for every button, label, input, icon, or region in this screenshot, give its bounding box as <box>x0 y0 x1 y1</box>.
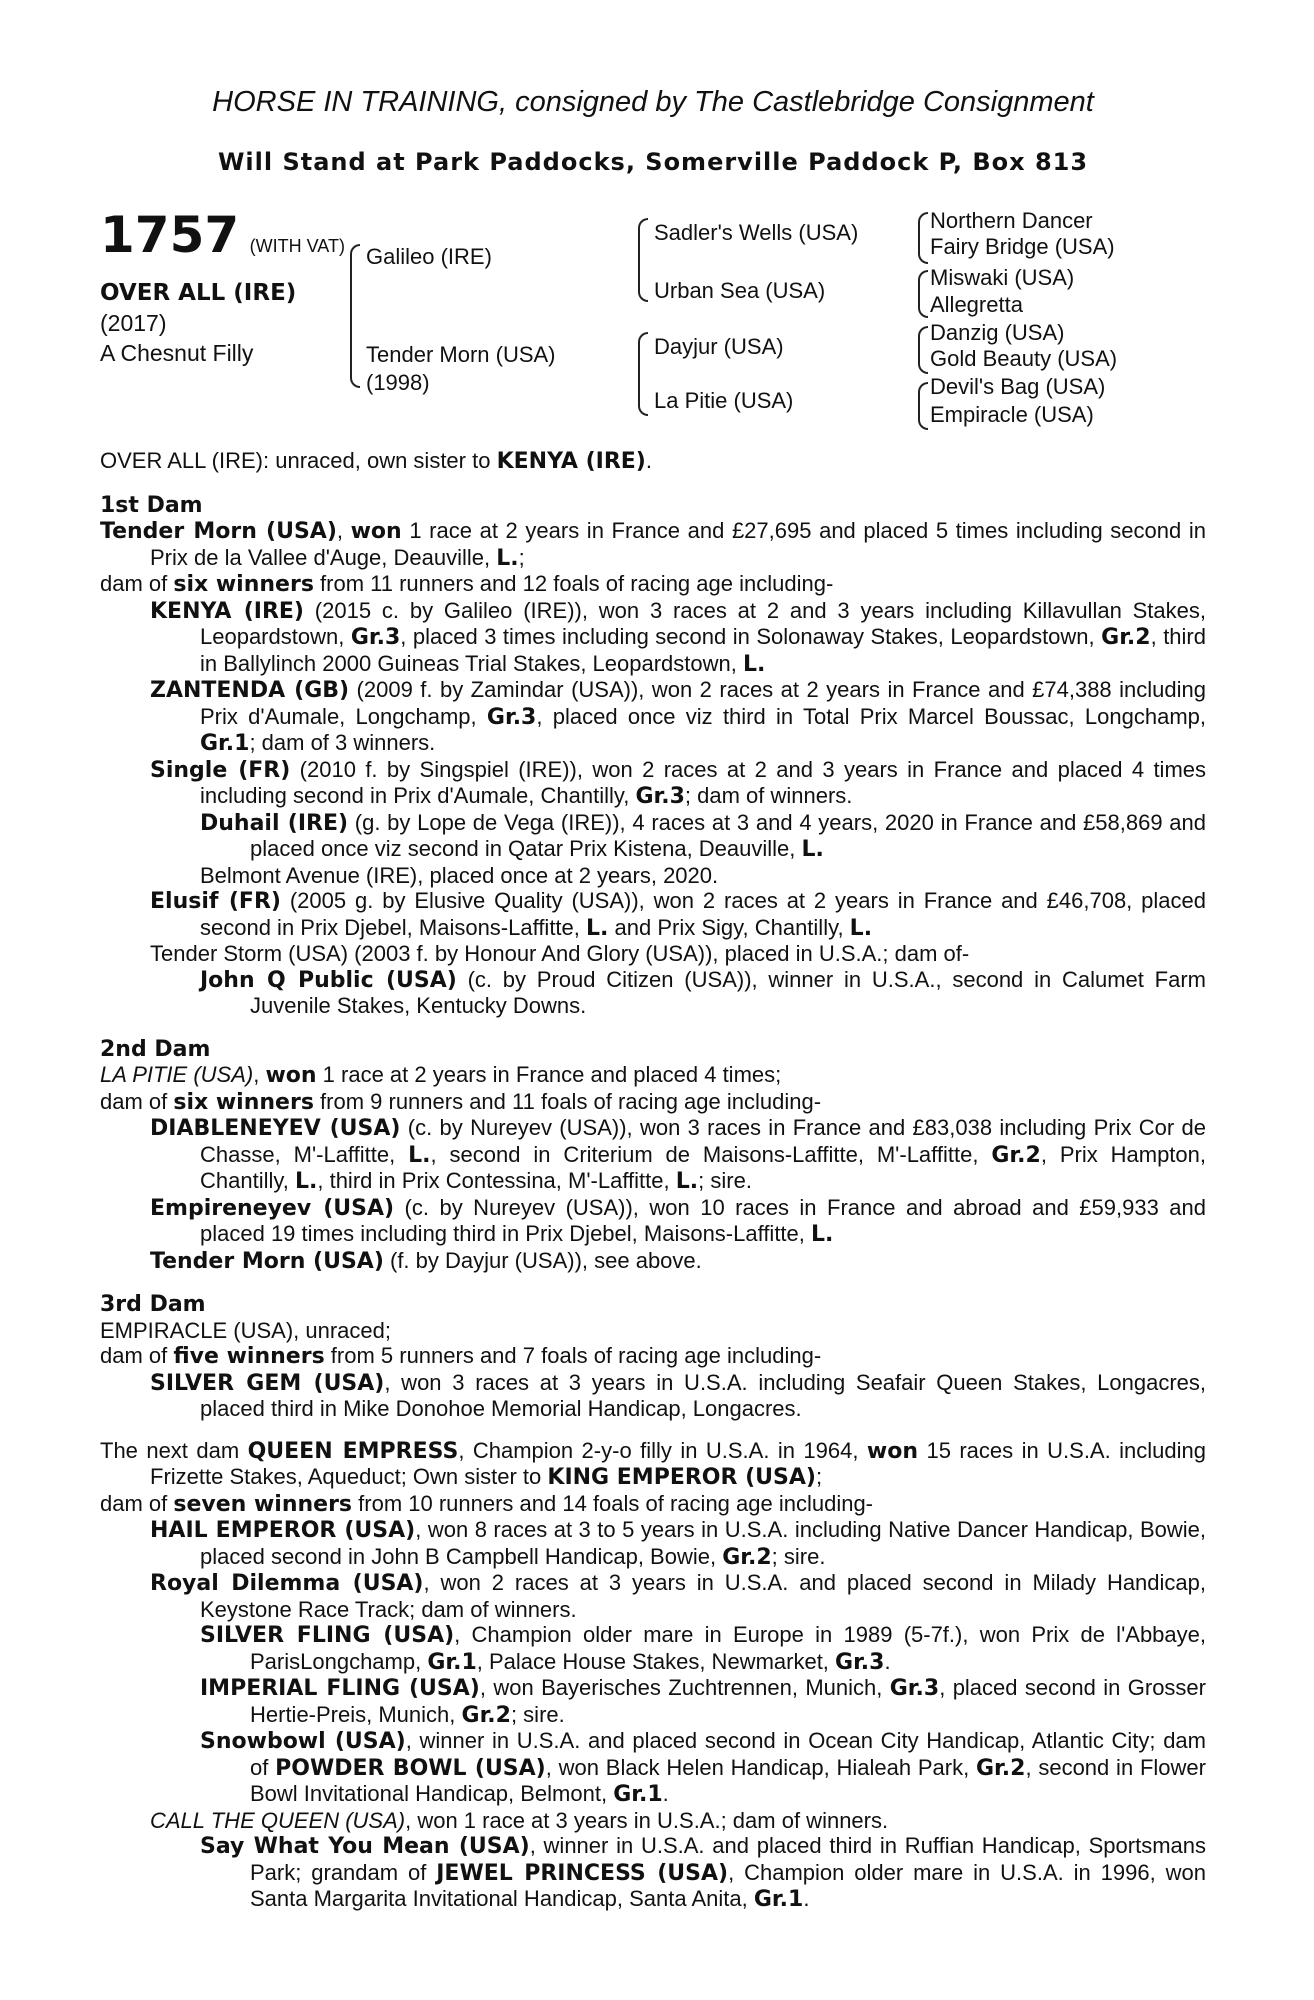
horse-year: (2017) <box>100 310 167 336</box>
first-dam-produce-summary: dam of six winners from 11 runners and 12 foals of racing age including- <box>100 571 834 597</box>
first-dam-record: Tender Morn (USA), won 1 race at 2 years in France and £27,695 and placed 5 times including second in Prix de la Vallee d'Auge, Deauville, L.; <box>100 518 1206 571</box>
list-item: Duhail (IRE) (g. by Lope de Vega (IRE)), 4 races at 3 and 4 years, 2020 in France and £58,869 and placed once viz second in Qatar Prix Kistena, Deauville, L. <box>200 809 1207 862</box>
brace-gen1 <box>350 244 360 388</box>
stand-location: Will Stand at Park Paddocks, Somerville Paddock P, Box 813 <box>217 148 1089 176</box>
brace-dam-parents <box>638 332 648 416</box>
pedigree-gen3-3: Miswaki (USA) <box>930 265 1075 290</box>
list-item: Elusif (FR) (2005 g. by Elusive Quality (USA)), won 2 races at 2 years in France and £46,708, placed second in Prix Djebel, Maisons-Laffitte, L. and Prix Sigy, Chantilly, L. <box>150 888 1206 941</box>
second-dam-produce-summary: dam of six winners from 9 runners and 11 foals of racing age including- <box>100 1088 822 1115</box>
pedigree-gen3-4: Allegretta <box>930 292 1023 317</box>
brace-gen3-4 <box>918 382 928 430</box>
pedigree-gen3-8: Empiracle (USA) <box>930 402 1094 427</box>
horse-name: OVER ALL (IRE) <box>100 280 297 306</box>
list-item: KENYA (IRE) (2015 c. by Galileo (IRE)), won 3 races at 2 and 3 years including Killavullan Stakes, Leopardstown, Gr.3, placed 3 times including second in Solonaway Stakes, Leopardstown, Gr.2, third in Ballylinch 2000 Guineas Trial Stakes, Leopardstown, L. <box>150 597 1206 677</box>
pedigree-gen3-6: Gold Beauty (USA) <box>930 346 1118 371</box>
list-item: DIABLENEYEV (USA) (c. by Nureyev (USA)), won 3 races in France and £83,038 including Prix Cor de Chasse, M'-Laffitte, L., second in Criterium de Maisons-Laffitte, M'-Laffitte, Gr.2, Prix Hampton, Chantilly, L., third in Prix Contessina, M'-Laffitte, L.; sire. <box>150 1115 1207 1194</box>
pedigree-sire-sire: Sadler's Wells (USA) <box>654 220 859 245</box>
pedigree-dam-sire: Dayjur (USA) <box>654 334 784 359</box>
horse-description: A Chesnut Filly <box>100 340 254 366</box>
list-item: Tender Morn (USA) (f. by Dayjur (USA)), see above. <box>150 1247 702 1274</box>
brace-gen3-2 <box>918 270 928 318</box>
list-item: Say What You Mean (USA), winner in U.S.A. and placed third in Ruffian Handicap, Sportsmans Park; grandam of JEWEL PRINCESS (USA), Champion older mare in U.S.A. in 1996, won Santa Margarita Invitational Handicap, Santa Anita, Gr.1. <box>200 1833 1206 1912</box>
pedigree-sire-dam: Urban Sea (USA) <box>654 278 826 303</box>
list-item: Snowbowl (USA), winner in U.S.A. and placed second in Ocean City Handicap, Atlantic City; dam of POWDER BOWL (USA), won Black Helen Handicap, Hialeah Park, Gr.2, second in Flower Bowl Invitational Handicap, Belmont, Gr.1. <box>200 1728 1206 1807</box>
pedigree-gen3-1: Northern Dancer <box>930 208 1093 233</box>
list-item: Tender Storm (USA) (2003 f. by Honour And Glory (USA)), placed in U.S.A.; dam of- <box>150 941 970 966</box>
first-dam-heading: 1st Dam <box>100 492 203 518</box>
horse-summary: OVER ALL (IRE): unraced, own sister to KENYA (IRE). <box>100 448 652 474</box>
third-dam-record: EMPIRACLE (USA), unraced; <box>100 1317 391 1343</box>
list-item: Belmont Avenue (IRE), placed once at 2 years, 2020. <box>200 862 719 888</box>
list-item: Single (FR) (2010 f. by Singspiel (IRE)), won 2 races at 2 and 3 years in France and placed 4 times including second in Prix d'Aumale, Chantilly, Gr.3; dam of winners. <box>150 756 1207 809</box>
brace-gen3-3 <box>918 326 928 374</box>
list-item: John Q Public (USA) (c. by Proud Citizen (USA)), winner in U.S.A., second in Calumet Farm Juvenile Stakes, Kentucky Downs. <box>200 966 1206 1018</box>
third-dam-heading: 3rd Dam <box>100 1292 206 1317</box>
catalogue-body <box>100 448 1206 1913</box>
pedigree-gen3-7: Devil's Bag (USA) <box>930 374 1106 399</box>
list-item: IMPERIAL FLING (USA), won Bayerisches Zuchtrennen, Munich, Gr.3, placed second in Grosser Hertie-Preis, Munich, Gr.2; sire. <box>200 1675 1206 1728</box>
pedigree-dam-year: (1998) <box>366 370 430 395</box>
pedigree-dam-dam: La Pitie (USA) <box>654 388 794 413</box>
third-dam-produce-summary: dam of five winners from 5 runners and 7 foals of racing age including- <box>100 1343 822 1369</box>
pedigree-gen3-5: Danzig (USA) <box>930 320 1065 345</box>
list-item: CALL THE QUEEN (USA), won 1 race at 3 years in U.S.A.; dam of winners. <box>150 1807 889 1833</box>
vat-label: (WITH VAT) <box>249 236 345 256</box>
list-item: HAIL EMPEROR (USA), won 8 races at 3 to 5 years in U.S.A. including Native Dancer Handicap, Bowie, placed second in John B Campbell Handicap, Bowie, Gr.2; sire. <box>150 1517 1207 1570</box>
brace-gen3-1 <box>918 212 928 264</box>
horse-info <box>100 278 296 368</box>
lot-heading <box>100 206 345 264</box>
lot-number: 1757 <box>100 206 240 264</box>
next-dam-record: The next dam QUEEN EMPRESS, Champion 2-y-o filly in U.S.A. in 1964, won 15 races in U.S.A. including Frizette Stakes, Aqueduct; Own sister to KING EMPEROR (USA); <box>100 1437 1206 1490</box>
second-dam-heading: 2nd Dam <box>100 1036 211 1062</box>
list-item: ZANTENDA (GB) (2009 f. by Zamindar (USA)), won 2 races at 2 years in France and £74,388 including Prix d'Aumale, Longchamp, Gr.3, placed once viz third in Total Prix Marcel Boussac, Longchamp, Gr.1; dam of 3 winners. <box>150 677 1207 756</box>
list-item: Empireneyev (USA) (c. by Nureyev (USA)), won 10 races in France and abroad and £59,933 and placed 19 times including third in Prix Djebel, Maisons-Laffitte, L. <box>150 1194 1207 1247</box>
next-dam-produce-summary: dam of seven winners from 10 runners and 14 foals of racing age including- <box>100 1490 874 1517</box>
brace-sire-parents <box>638 218 648 302</box>
pedigree-dam: Tender Morn (USA) <box>366 342 556 367</box>
list-item: Royal Dilemma (USA), won 2 races at 3 years in U.S.A. and placed second in Milady Handicap, Keystone Race Track; dam of winners. <box>150 1570 1207 1622</box>
list-item: SILVER GEM (USA), won 3 races at 3 years in U.S.A. including Seafair Queen Stakes, Longacres, placed third in Mike Donohoe Memorial Handicap, Longacres. <box>150 1369 1207 1421</box>
catalogue-title: HORSE IN TRAINING, consigned by The Castlebridge Consignment <box>212 86 1094 118</box>
pedigree-sire: Galileo (IRE) <box>366 244 492 269</box>
list-item: SILVER FLING (USA), Champion older mare in Europe in 1989 (5-7f.), won Prix de l'Abbaye, ParisLongchamp, Gr.1, Palace House Stakes, Newmarket, Gr.3. <box>200 1622 1206 1675</box>
pedigree-gen3-2: Fairy Bridge (USA) <box>930 234 1115 259</box>
second-dam-record: LA PITIE (USA), won 1 race at 2 years in France and placed 4 times; <box>100 1062 782 1088</box>
